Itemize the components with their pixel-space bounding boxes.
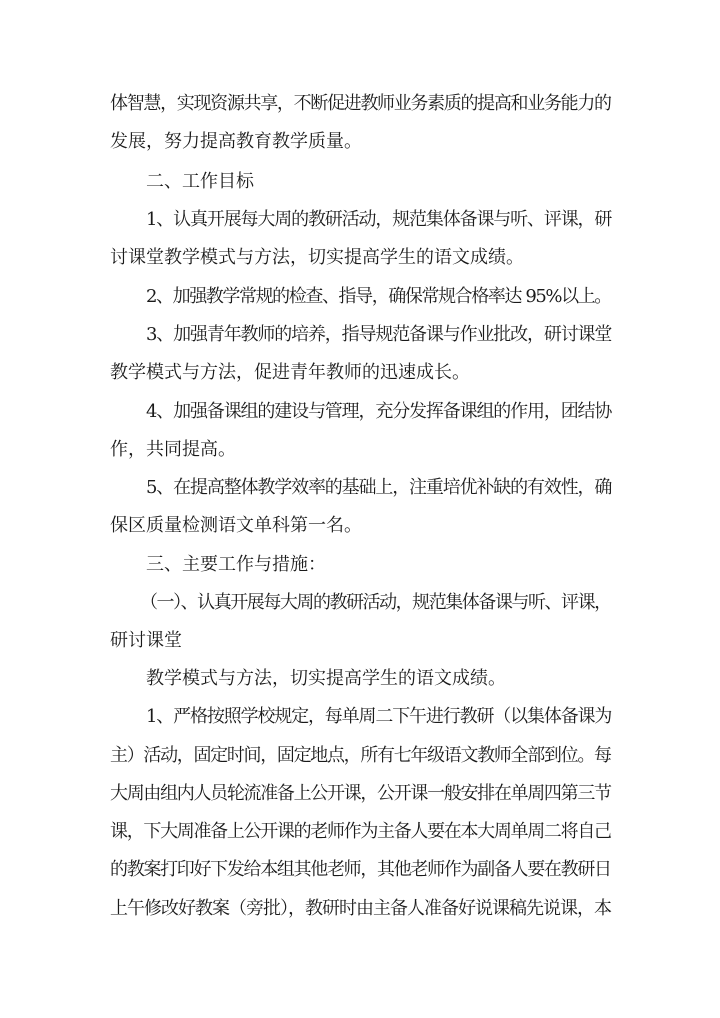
text-line: 的教案打印好下发给本组其他老师，其他老师作为副备人要在教研日 (110, 859, 611, 880)
text-line: 作，共同提高。 (110, 439, 236, 460)
text-line: 主）活动，固定时间，固定地点，所有七年级语文教师全部到位。每 (110, 745, 611, 766)
text-line: 1、认真开展每大周的教研活动，规范集体备课与听、评课，研 (146, 209, 612, 230)
text-line: 5、在提高整体教学效率的基础上，注重培优补缺的有效性，确 (146, 477, 612, 498)
section-heading: 二、工作目标 (146, 171, 254, 192)
text-line: 上午修改好教案（旁批），教研时由主备人准备好说课稿先说课，本 (110, 898, 611, 919)
text-line: 大周由组内人员轮流准备上公开课，公开课一般安排在单周四第三节 (110, 783, 611, 804)
text-line: 发展，努力提高教育教学质量。 (110, 131, 362, 152)
text-line: 3、加强青年教师的培养，指导规范备课与作业批改，研讨课堂 (146, 324, 612, 345)
section-heading: 三、主要工作与措施： (146, 554, 326, 575)
text-line: 研讨课堂 (110, 630, 182, 651)
text-line: 4、加强备课组的建设与管理，充分发挥备课组的作用，团结协 (146, 401, 612, 422)
text-line: 课，下大周准备上公开课的老师作为主备人要在本大周单周二将自己 (110, 821, 611, 842)
text-line: 1、严格按照学校规定，每单周二下午进行教研（以集体备课为 (146, 706, 612, 727)
text-line: 教学模式与方法，切实提高学生的语文成绩。 (146, 668, 506, 689)
text-line: 体智慧，实现资源共享，不断促进教师业务素质的提高和业务能力的 (110, 93, 611, 114)
text-line: 2、加强教学常规的检查、指导，确保常规合格率达 95%以上。 (146, 286, 611, 307)
text-line: 教学模式与方法，促进青年教师的迅速成长。 (110, 362, 470, 383)
text-line: 讨课堂教学模式与方法，切实提高学生的语文成绩。 (110, 247, 524, 268)
text-line: （一）、认真开展每大周的教研活动，规范集体备课与听、评课， (140, 592, 611, 613)
text-line: 保区质量检测语文单科第一名。 (110, 515, 362, 536)
